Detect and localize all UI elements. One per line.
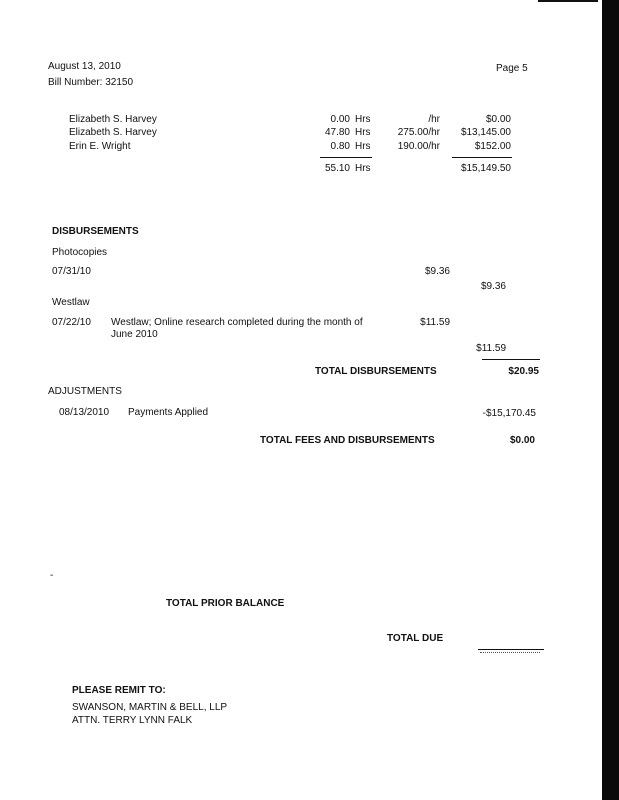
photocopies-date: 07/31/10 <box>52 266 91 277</box>
adjustments-heading: ADJUSTMENTS <box>48 386 122 397</box>
scan-black-edge <box>602 0 619 800</box>
timekeeper-name: Elizabeth S. Harvey <box>69 127 157 138</box>
timekeeper-name: Erin E. Wright <box>69 141 131 152</box>
total-hours: 55.10 <box>324 163 350 174</box>
adjustment-amount: -$15,170.45 <box>482 408 536 419</box>
adjustment-date: 08/13/2010 <box>59 407 110 418</box>
westlaw-subtotal: $11.59 <box>476 343 506 354</box>
timekeeper-rate: /hr <box>428 114 440 125</box>
amount-total-rule <box>452 157 512 158</box>
timekeeper-hours: 0.00 <box>330 114 350 125</box>
remit-attention: ATTN. TERRY LYNN FALK <box>72 715 193 726</box>
page-number: Page 5 <box>496 63 528 74</box>
westlaw-description-continued: June 2010 <box>111 329 158 340</box>
westlaw-description: Westlaw; Online research completed during the month of <box>111 317 363 328</box>
timekeeper-hours: 47.80 <box>324 127 350 138</box>
disbursements-heading: DISBURSEMENTS <box>52 226 139 237</box>
timekeeper-rate: 275.00/hr <box>397 127 440 138</box>
westlaw-amount: $11.59 <box>420 317 450 328</box>
total-fees-amount: $0.00 <box>509 435 535 446</box>
timekeeper-amount: $152.00 <box>474 141 511 152</box>
timekeeper-hours-unit: Hrs <box>355 127 371 138</box>
remit-firm-name: SWANSON, MARTIN & BELL, LLP <box>72 702 228 713</box>
timekeeper-rate: 190.00/hr <box>397 141 440 152</box>
total-due-label: TOTAL DUE <box>387 633 444 644</box>
westlaw-date: 07/22/10 <box>52 317 91 328</box>
bill-number: Bill Number: 32150 <box>48 77 134 88</box>
adjustment-description: Payments Applied <box>128 407 209 418</box>
timekeeper-amount: $0.00 <box>485 114 511 125</box>
photocopies-subtotal: $9.36 <box>480 281 506 292</box>
timekeeper-hours-unit: Hrs <box>355 114 371 125</box>
photocopies-amount: $9.36 <box>424 266 450 277</box>
remit-heading: PLEASE REMIT TO: <box>72 685 166 696</box>
photocopies-label: Photocopies <box>52 247 108 258</box>
timekeeper-hours-unit: Hrs <box>355 141 371 152</box>
timekeeper-hours: 0.80 <box>330 141 350 152</box>
disbursements-total-rule <box>482 359 540 360</box>
scan-top-mark <box>538 0 598 2</box>
hours-total-rule <box>320 157 372 158</box>
westlaw-label: Westlaw <box>52 297 90 308</box>
bill-date: August 13, 2010 <box>48 61 121 72</box>
total-due-rule <box>478 649 544 650</box>
total-fees-label: TOTAL FEES AND DISBURSEMENTS <box>260 435 435 446</box>
total-disbursements-amount: $20.95 <box>508 366 539 377</box>
total-due-faint-text <box>480 652 540 655</box>
total-timekeeper-amount: $15,149.50 <box>460 163 511 174</box>
total-hours-unit: Hrs <box>355 163 371 174</box>
timekeeper-amount: $13,145.00 <box>460 127 511 138</box>
total-prior-balance-label: TOTAL PRIOR BALANCE <box>166 598 285 609</box>
total-disbursements-label: TOTAL DISBURSEMENTS <box>315 366 437 377</box>
stray-mark: - <box>50 570 54 581</box>
timekeeper-name: Elizabeth S. Harvey <box>69 114 157 125</box>
